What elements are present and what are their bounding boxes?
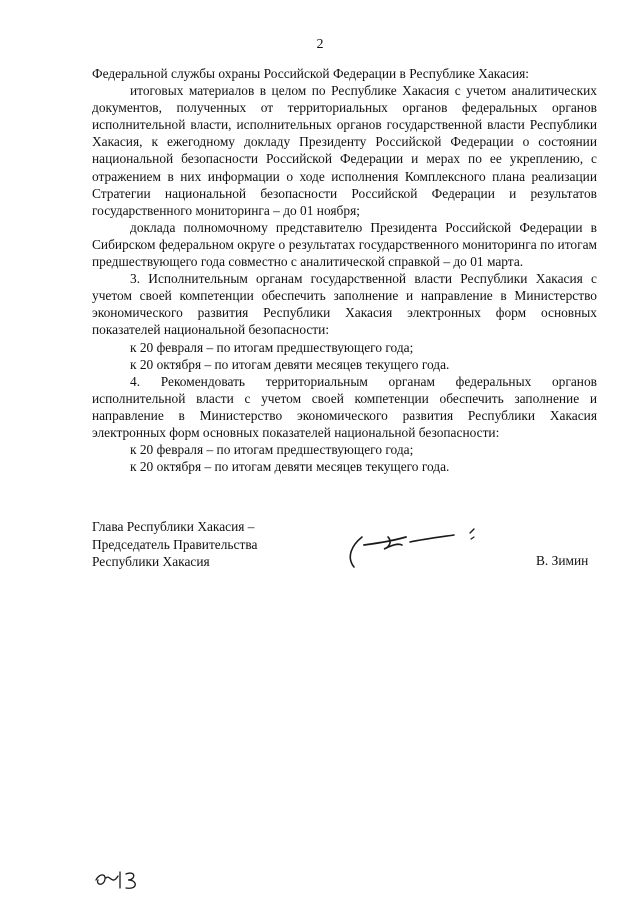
paragraph-deadline-february: к 20 февраля – по итогам предшествующего года; bbox=[130, 339, 414, 355]
paragraph-item-3: 3. Исполнительным органам государственной власти Республики Хакасия с учетом своей компетенции обеспечить заполнение и направление в Министерство экономического развития Республики Хакасия электронных форм основных показателей национальной безопасности: bbox=[92, 271, 597, 338]
signer-name: В. Зимин bbox=[536, 553, 589, 568]
handwritten-mark bbox=[92, 862, 152, 892]
signatory-title-line: Глава Республики Хакасия – bbox=[92, 519, 255, 534]
handwritten-signature bbox=[340, 515, 490, 575]
paragraph-item-4: 4. Рекомендовать территориальным органам федеральных органов исполнительной власти с учетом своей компетенции обеспечить заполнение и направление в Министерство экономического развития Республики Хакасия электронных форм основных показателей национальной безопасности: bbox=[92, 373, 597, 440]
document-body bbox=[92, 65, 597, 475]
signatory-title-line: Председатель Правительства bbox=[92, 536, 258, 552]
page-number: 2 bbox=[316, 37, 324, 52]
paragraph-deadline-february-2: к 20 февраля – по итогам предшествующего года; bbox=[130, 442, 414, 458]
paragraph-final-materials: итоговых материалов в целом по Республике Хакасия с учетом аналитических документов, полученных от территориальных органов федеральных органов исполнительной власти, исполнительных органов государственной власти Республики Хакасия, к ежегодному докладу Президенту Российской Федерации о состоянии национальной безопасности Российской Федерации и мерах по ее укреплению, с отражением в них информации о ходе исполнения Комплексного плана реализации Стратегии национальной безопасности Российской Федерации и результатов государственного мониторинга – до 01 ноября; bbox=[92, 83, 597, 218]
paragraph-intro: Федеральной службы охраны Российской Федерации в Республике Хакасия: bbox=[92, 66, 530, 81]
paragraph-report-envoy: доклада полномочному представителю Президента Российской Федерации в Сибирском федеральном округе о результатах государственного мониторинга по итогам предшествующего года совместно с аналитической справкой – до 01 марта. bbox=[92, 219, 597, 270]
signatory-title-line: Республики Хакасия bbox=[92, 554, 210, 569]
paragraph-deadline-october-2: к 20 октября – по итогам девяти месяцев текущего года. bbox=[130, 459, 450, 475]
signatory-title bbox=[92, 518, 257, 571]
paragraph-deadline-october: к 20 октября – по итогам девяти месяцев текущего года. bbox=[130, 356, 450, 372]
